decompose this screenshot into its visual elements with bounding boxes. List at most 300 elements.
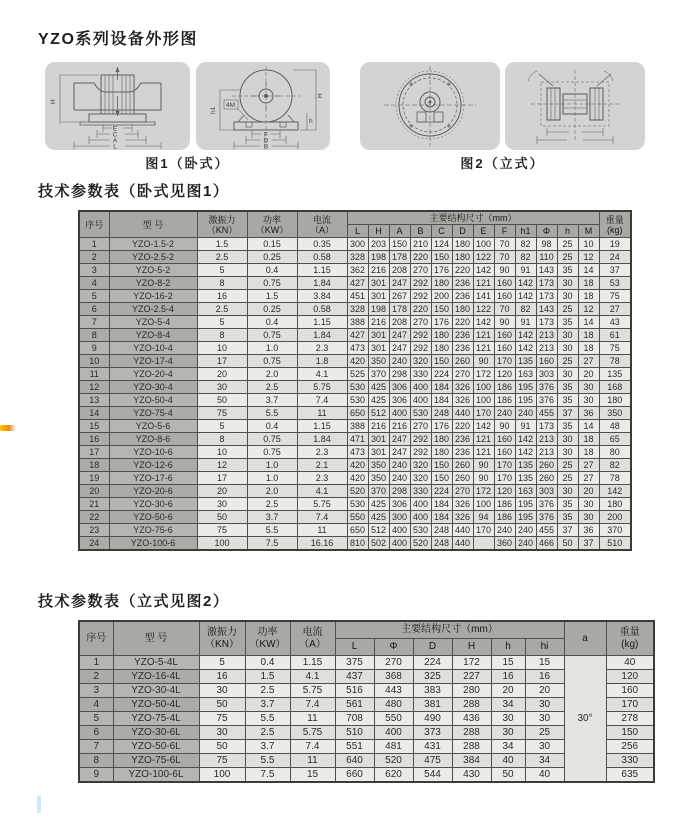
cell-model: YZO-5-6 [109,420,197,433]
cell-dim-h1: 195 [515,498,536,511]
cell-dim-phi: 481 [374,740,413,754]
cell-dim-M: 18 [578,329,599,342]
cell-model: YZO-50-4L [113,698,199,712]
cell-dim-phi: 520 [374,754,413,768]
cell-dim-A: 400 [389,537,410,551]
cell-model: YZO-12-6 [109,459,197,472]
cell-power: 7.5 [247,537,297,551]
cell-weight: 82 [599,459,631,472]
cell-model: YZO-20-4 [109,368,197,381]
cell-model: YZO-17-6 [109,472,197,485]
cell-dim-E: 121 [473,277,494,290]
cell-dim-hi: 40 [525,768,564,783]
cell-dim-L: 471 [347,433,368,446]
cell-dim-phi: 303 [536,368,557,381]
cell-force: 16 [197,290,247,303]
cell-dim-L: 388 [347,420,368,433]
cell-dim-phi: 270 [374,656,413,670]
cell-dim-h: 25 [557,355,578,368]
cell-dim-M: 14 [578,420,599,433]
cell-dim-B: 210 [410,238,431,251]
cell-power: 3.7 [247,394,297,407]
cell-dim-L: 328 [347,251,368,264]
cell-current: 5.75 [297,381,347,394]
cell-dim-F: 90 [494,316,515,329]
cell-dim-C: 150 [431,459,452,472]
t1-dim-E: E [473,225,494,238]
table-row [79,277,631,290]
cell-dim-L: 708 [335,712,374,726]
cell-current: 1.15 [297,316,347,329]
cell-dim-A: 247 [389,342,410,355]
cell-dim-D: 431 [413,740,452,754]
cell-dim-h1: 240 [515,537,536,551]
t1-dim-h1: h1 [515,225,536,238]
cell-dim-H: 301 [368,290,389,303]
cell-force: 10 [197,342,247,355]
cell-power: 2.0 [247,485,297,498]
cell-dim-E: 122 [473,251,494,264]
table-row [79,368,631,381]
cell-dim-B: 292 [410,433,431,446]
cell-dim-h: 30 [557,342,578,355]
cell-dim-L: 451 [347,290,368,303]
cell-dim-H: 301 [368,433,389,446]
t1-dim-C: C [431,225,452,238]
cell-index: 16 [79,433,109,446]
cell-dim-h: 35 [557,381,578,394]
cell-dim-H: 502 [368,537,389,551]
cell-force: 20 [197,368,247,381]
table-row [79,433,631,446]
cell-dim-phi: 466 [536,537,557,551]
cell-dim-A: 240 [389,355,410,368]
cell-model: YZO-100-6 [109,537,197,551]
cell-dim-h1: 142 [515,446,536,459]
cell-dim-F: 70 [494,303,515,316]
cell-dim-H: 301 [368,446,389,459]
cell-dim-F: 240 [494,407,515,420]
cell-dim-H: 172 [452,656,491,670]
cell-index: 6 [79,726,113,740]
cell-dim-E: 170 [473,407,494,420]
cell-dim-B: 320 [410,355,431,368]
cell-dim-A: 178 [389,303,410,316]
cell-dim-h1: 163 [515,368,536,381]
cell-dim-phi: 143 [536,264,557,277]
cell-index: 6 [79,303,109,316]
cell-dim-hi: 30 [525,712,564,726]
table-horizontal-specs [78,210,632,551]
cell-dim-h: 40 [491,754,525,768]
t2-dim-D: D [413,639,452,656]
table-vertical-specs [78,620,655,783]
cell-index: 21 [79,498,109,511]
cell-dim-phi: 260 [536,459,557,472]
cell-dim-B: 320 [410,472,431,485]
figure2-top-view-panel [360,62,500,150]
cell-dim-M: 18 [578,342,599,355]
cell-force: 8 [197,329,247,342]
cell-dim-B: 330 [410,368,431,381]
cell-dim-H: 288 [452,698,491,712]
t1-header-weight: 重量 (kg) [599,211,631,238]
cell-dim-A: 208 [389,316,410,329]
cell-dim-B: 270 [410,264,431,277]
cell-dim-D: 440 [452,537,473,551]
cell-dim-D: 544 [413,768,452,783]
cell-dim-phi: 480 [374,698,413,712]
cell-model: YZO-50-6L [113,740,199,754]
cell-dim-B: 520 [410,537,431,551]
section2-title: 技术参数表（立式见图2） [38,593,230,610]
cell-dim-H: 216 [368,264,389,277]
cell-dim-D: 326 [452,381,473,394]
cell-weight: 80 [599,446,631,459]
t2-header-current: 电流 （A） [290,621,335,656]
cell-index: 7 [79,740,113,754]
t2-body [79,656,654,783]
cell-current: 7.4 [290,698,335,712]
dim-label-H2: H [317,93,324,98]
cell-dim-h: 30 [491,712,525,726]
cell-model: YZO-1.5-2 [109,238,197,251]
cell-dim-C: 248 [431,407,452,420]
cell-dim-H: 203 [368,238,389,251]
cell-power: 5.5 [247,407,297,420]
cell-dim-E: 121 [473,342,494,355]
cell-dim-phi: 143 [536,303,557,316]
cell-dim-H: 288 [452,726,491,740]
cell-model: YZO-10-6 [109,446,197,459]
cell-dim-h: 30 [557,433,578,446]
cell-force: 30 [197,498,247,511]
cell-dim-A: 178 [389,251,410,264]
cell-dim-A: 267 [389,290,410,303]
cell-dim-B: 400 [410,498,431,511]
cell-dim-B: 530 [410,407,431,420]
cell-dim-h1: 135 [515,472,536,485]
t2-header-force: 激振力 （KN） [199,621,245,656]
cell-dim-H: 301 [368,342,389,355]
cell-dim-C: 184 [431,511,452,524]
cell-dim-phi: 173 [536,316,557,329]
cell-dim-E: 122 [473,303,494,316]
cell-dim-F: 186 [494,498,515,511]
cell-dim-E: 90 [473,459,494,472]
cell-dim-h: 35 [557,264,578,277]
t1-body [79,238,631,551]
t2-dim-H: H [452,639,491,656]
cell-dim-h: 15 [491,656,525,670]
cell-power: 5.5 [245,712,290,726]
t1-dim-H: H [368,225,389,238]
table-row [79,472,631,485]
cell-dim-hi: 15 [525,656,564,670]
cell-force: 75 [199,712,245,726]
cell-dim-h1: 82 [515,238,536,251]
cell-dim-F: 160 [494,446,515,459]
cell-power: 2.5 [245,684,290,698]
cell-weight: 75 [599,290,631,303]
cell-weight: 61 [599,329,631,342]
cell-dim-h: 35 [557,420,578,433]
cell-weight: 78 [599,472,631,485]
cell-dim-hi: 30 [525,740,564,754]
t1-dim-B: B [410,225,431,238]
t1-header-model: 型 号 [109,211,197,238]
cell-dim-phi: 455 [536,524,557,537]
t2-header-angle: a [564,621,606,656]
cell-power: 0.25 [247,251,297,264]
cell-dim-C: 150 [431,472,452,485]
cell-dim-D: 180 [452,251,473,264]
cell-index: 23 [79,524,109,537]
cell-dim-A: 247 [389,446,410,459]
table-row [79,459,631,472]
cell-current: 1.84 [297,433,347,446]
cell-dim-A: 150 [389,238,410,251]
cell-dim-H: 370 [368,368,389,381]
cell-dim-L: 362 [347,264,368,277]
cell-dim-h1: 142 [515,277,536,290]
table-row [79,381,631,394]
cell-weight: 43 [599,316,631,329]
cell-weight: 135 [599,368,631,381]
cell-index: 3 [79,264,109,277]
cell-model: YZO-50-4 [109,394,197,407]
cell-dim-L: 420 [347,472,368,485]
cell-force: 1.5 [197,238,247,251]
cell-dim-B: 320 [410,459,431,472]
cell-dim-L: 328 [347,303,368,316]
cell-power: 0.75 [247,277,297,290]
cell-dim-L: 525 [347,368,368,381]
cell-power: 0.4 [247,264,297,277]
cell-dim-phi: 376 [536,511,557,524]
cell-dim-h: 34 [491,698,525,712]
cell-dim-H: 425 [368,498,389,511]
cell-index: 22 [79,511,109,524]
cell-dim-h: 25 [557,459,578,472]
cell-power: 3.7 [245,740,290,754]
cell-dim-A: 400 [389,524,410,537]
cell-dim-h: 30 [491,726,525,740]
figure1-end-view-panel [196,62,330,150]
cell-dim-C: 180 [431,433,452,446]
cell-dim-E: 90 [473,472,494,485]
dim-label-C: C [112,131,118,139]
cell-dim-C: 180 [431,329,452,342]
cell-dim-A: 306 [389,394,410,407]
dim-label-h: h [309,118,313,125]
t1-dim-F: F [494,225,515,238]
cell-dim-phi: 376 [536,381,557,394]
cell-weight: 19 [599,238,631,251]
cell-dim-M: 30 [578,394,599,407]
cell-dim-D: 383 [413,684,452,698]
t1-dim-phi: Φ [536,225,557,238]
cell-dim-C: 184 [431,381,452,394]
cell-dim-h1: 135 [515,355,536,368]
cell-dim-B: 292 [410,329,431,342]
cell-weight: 510 [599,537,631,551]
cell-dim-E: 142 [473,420,494,433]
cell-dim-H: 301 [368,277,389,290]
cell-dim-L: 650 [347,407,368,420]
cell-dim-L: 530 [347,394,368,407]
table-row [79,511,631,524]
blue-scan-artifact [37,796,41,813]
cell-index: 10 [79,355,109,368]
cell-current: 11 [297,407,347,420]
cell-current: 15 [290,768,335,783]
cell-power: 0.75 [247,355,297,368]
t1-header-power: 功率 （KW） [247,211,297,238]
cell-dim-M: 30 [578,511,599,524]
cell-current: 7.4 [297,511,347,524]
cell-dim-D: 220 [452,420,473,433]
figure2-section-view-panel [505,62,645,150]
t2-dim-phi: Φ [374,639,413,656]
cell-dim-B: 220 [410,251,431,264]
table-row [79,537,631,551]
cell-dim-h: 30 [557,290,578,303]
cell-dim-A: 240 [389,472,410,485]
cell-dim-h: 37 [557,524,578,537]
cell-current: 11 [290,712,335,726]
cell-dim-phi: 98 [536,238,557,251]
cell-dim-M: 36 [578,524,599,537]
cell-dim-D: 180 [452,303,473,316]
t1-header-current: 电流 （A） [297,211,347,238]
cell-dim-C: 224 [431,485,452,498]
cell-current: 1.15 [290,656,335,670]
cell-dim-H: 436 [452,712,491,726]
cell-index: 15 [79,420,109,433]
cell-dim-D: 260 [452,459,473,472]
cell-dim-h: 30 [557,277,578,290]
cell-current: 1.15 [297,420,347,433]
figure1-side-view-panel [45,62,190,150]
dim-label-A: A [112,137,118,145]
cell-weight: 278 [606,712,654,726]
cell-dim-phi: 213 [536,433,557,446]
cell-dim-B: 530 [410,524,431,537]
cell-dim-L: 427 [347,329,368,342]
cell-dim-H: 350 [368,459,389,472]
cell-dim-M: 20 [578,368,599,381]
cell-dim-F: 240 [494,524,515,537]
cell-dim-A: 208 [389,264,410,277]
cell-dim-B: 270 [410,420,431,433]
cell-dim-h: 35 [557,511,578,524]
cell-dim-B: 292 [410,446,431,459]
table-row [79,524,631,537]
cell-current: 4.1 [290,670,335,684]
table-row [79,342,631,355]
cell-power: 7.5 [245,768,290,783]
cell-dim-B: 400 [410,381,431,394]
cell-weight: 180 [599,498,631,511]
cell-dim-A: 240 [389,459,410,472]
cell-dim-h: 30 [557,329,578,342]
cell-index: 19 [79,472,109,485]
cell-dim-D: 236 [452,342,473,355]
cell-current: 5.75 [297,498,347,511]
cell-dim-C: 176 [431,420,452,433]
cell-index: 18 [79,459,109,472]
cell-power: 1.0 [247,459,297,472]
cell-dim-A: 300 [389,511,410,524]
cell-current: 16.16 [297,537,347,551]
cell-model: YZO-30-6 [109,498,197,511]
cell-dim-F: 186 [494,511,515,524]
cell-weight: 40 [606,656,654,670]
cell-dim-L: 388 [347,316,368,329]
cell-dim-L: 510 [335,726,374,740]
cell-weight: 53 [599,277,631,290]
cell-dim-D: 440 [452,407,473,420]
cell-dim-h1: 163 [515,485,536,498]
cell-dim-D: 270 [452,485,473,498]
cell-dim-A: 247 [389,433,410,446]
cell-dim-C: 248 [431,537,452,551]
cell-dim-h: 50 [557,537,578,551]
cell-model: YZO-10-4 [109,342,197,355]
cell-dim-H: 425 [368,381,389,394]
cell-dim-A: 298 [389,368,410,381]
cell-dim-hi: 34 [525,754,564,768]
cell-force: 50 [199,698,245,712]
cell-dim-h: 34 [491,740,525,754]
cell-dim-H: 227 [452,670,491,684]
cell-dim-h: 20 [491,684,525,698]
cell-dim-h1: 240 [515,407,536,420]
cell-dim-h: 35 [557,394,578,407]
cell-dim-M: 30 [578,381,599,394]
cell-dim-M: 18 [578,433,599,446]
cell-dim-phi: 443 [374,684,413,698]
cell-weight: 142 [599,485,631,498]
cell-dim-C: 180 [431,446,452,459]
cell-dim-D: 220 [452,264,473,277]
cell-dim-D: 236 [452,290,473,303]
cell-index: 1 [79,656,113,670]
cell-dim-C: 180 [431,342,452,355]
cell-model: YZO-75-6 [109,524,197,537]
cell-dim-F: 120 [494,485,515,498]
cell-dim-E: 90 [473,355,494,368]
cell-dim-L: 473 [347,342,368,355]
section1-title: 技术参数表（卧式见图1） [38,183,230,200]
motor-side-view-drawing [45,62,190,150]
cell-dim-F: 90 [494,420,515,433]
table-row [79,394,631,407]
cell-dim-h: 25 [557,251,578,264]
cell-dim-E: 100 [473,238,494,251]
cell-dim-L: 551 [335,740,374,754]
table-row [79,656,654,670]
cell-force: 5 [197,420,247,433]
cell-weight: 200 [599,511,631,524]
table-row [79,329,631,342]
cell-index: 11 [79,368,109,381]
cell-model: YZO-100-6L [113,768,199,783]
cell-power: 1.5 [247,290,297,303]
t1-dim-A: A [389,225,410,238]
cell-index: 9 [79,768,113,783]
